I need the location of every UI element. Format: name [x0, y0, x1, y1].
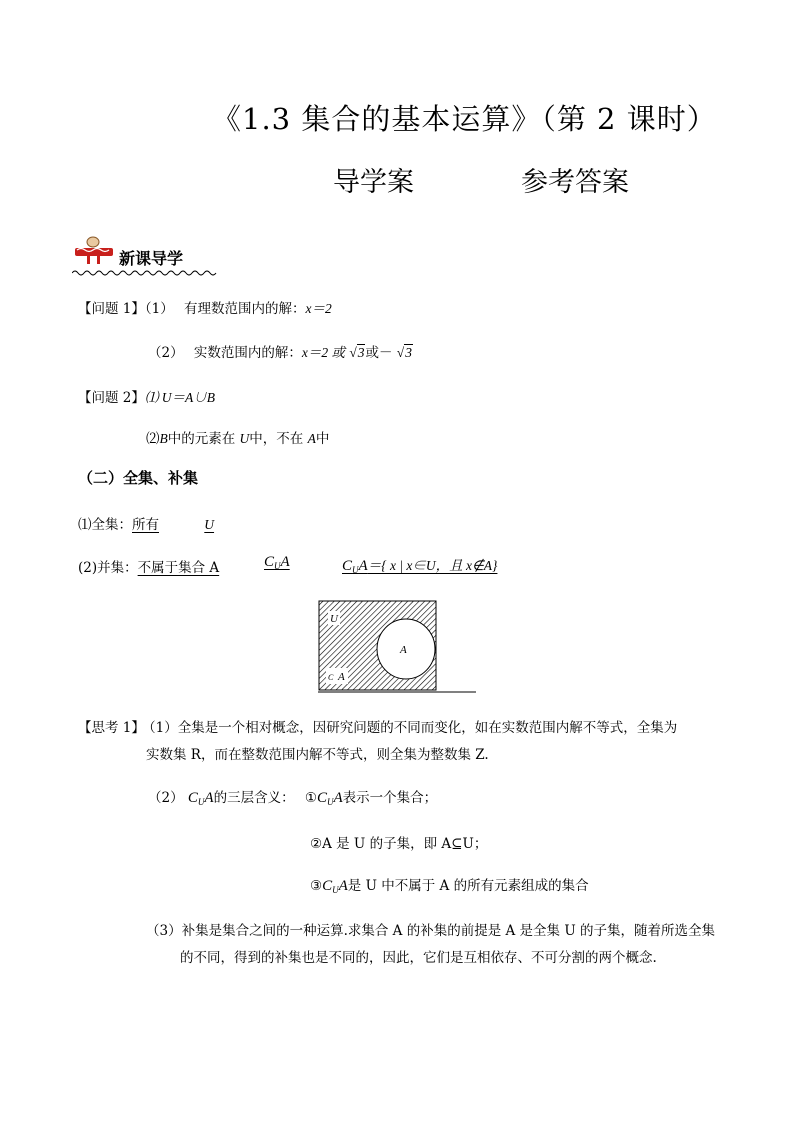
complement-sub-u: U: [274, 561, 281, 571]
complement-def-set-builder: ＝{ x | x∈U，且 x∉A}: [367, 558, 498, 573]
q1-item2-num: （2）: [148, 345, 184, 361]
subtitle-reference-answers: 参考答案: [521, 167, 629, 198]
q1-item2-math: x＝2 或: [301, 345, 346, 360]
think-1-p2-mid: 的三层含义：: [213, 790, 295, 806]
complement-answer: 不属于集合 A: [137, 560, 220, 576]
think-1-p2-end1: 表示一个集合；: [342, 790, 438, 806]
q2-item1: ⑴ U＝A∪B: [144, 390, 216, 405]
universal-set-label: ⑴全集：: [78, 517, 132, 533]
complement-def-a: A: [358, 558, 368, 574]
complement-def-sub-u: U: [352, 565, 359, 575]
heading-wave-underline: [72, 262, 217, 281]
venn-label-cua-c: C: [328, 673, 334, 682]
think-1-p2-circ3: ③: [310, 878, 323, 894]
question-1-line-2: [148, 341, 413, 361]
q2-item2-text-1: 中的元素在: [167, 431, 236, 447]
complement-c: C: [264, 554, 275, 570]
complement-definition: [342, 554, 511, 575]
part-2-heading: （二）全集、补集: [78, 469, 199, 487]
question-2-label: 【问题 2】: [78, 390, 145, 406]
q2-item2-text-3: 中: [315, 431, 330, 447]
think-1-p2-circ1: ①: [304, 790, 317, 806]
complement-a: A: [280, 554, 290, 570]
q2-item2-set-a: A: [307, 431, 316, 446]
sqrt-value-2: 3: [405, 345, 412, 360]
think-1-p3-line1: （3）补集是集合之间的一种运算.求集合 A 的补集的前提是 A 是全集 U 的子集，随着所选全集: [146, 923, 716, 939]
universal-set-line: [78, 513, 214, 533]
universal-set-symbol: U: [204, 517, 215, 532]
think-1-p3-line2: 的不同，得到的补集也是不同的，因此，它们是互相依存、不可分割的两个概念.: [180, 950, 657, 966]
think-1-p1-line1: （1）全集是一个相对概念，因研究问题的不同而变化，如在实数范围内解不等式，全集为: [148, 720, 678, 736]
q2-item2-text-2: 中，不在: [249, 431, 304, 447]
complement-label: (2)并集：: [78, 560, 138, 576]
venn-label-u: U: [330, 613, 338, 625]
venn-diagram-svg: [318, 600, 478, 695]
question-1-label: 【问题 1】: [78, 301, 145, 317]
think-1-line-1: [78, 716, 677, 736]
section-heading-new-lesson: 新课导学: [119, 249, 184, 268]
q2-item2-set-u: U: [239, 431, 250, 446]
q1-item2-text: 实数范围内的解：: [193, 345, 302, 361]
think-1-p2-line3: $③C_UA$是 U 中不属于 A 的所有元素组成的集合: [310, 878, 589, 895]
q1-item1-text: 有理数范围内的解：: [184, 301, 306, 317]
think-1-p2-line2: ②A 是 U 的子集，即 A⊆U；: [310, 836, 488, 852]
q2-item2-num: ⑵: [146, 431, 160, 447]
complement-notation: [252, 554, 302, 571]
q1-item1-num: （1）: [144, 301, 174, 317]
sqrt-symbol-2: √3: [396, 345, 412, 360]
venn-diagram: [318, 600, 478, 695]
think-1-label: 【思考 1】: [78, 720, 145, 736]
question-2-line-1: [78, 386, 215, 406]
universal-set-answer: 所有: [132, 517, 159, 533]
think-1-p2-num: （2）: [148, 790, 184, 806]
think-1-p2-end3: 是 U 中不属于 A 的所有元素组成的集合: [347, 878, 589, 894]
q1-item2-or: 或－: [365, 345, 393, 361]
think-1-p2-line: （2） $C_UA$的三层含义： $①C_UA$表示一个集合；: [148, 790, 438, 807]
sqrt-value-1: 3: [357, 345, 365, 360]
q2-item2-set-b: B: [159, 431, 168, 446]
complement-def-c: C: [342, 558, 353, 574]
q1-item1-math: x＝2: [305, 301, 332, 316]
question-1-line-1: [78, 297, 332, 317]
question-2-line-2: [146, 427, 329, 447]
sqrt-symbol: √3: [349, 345, 365, 360]
subtitle-study-guide: 导学案: [333, 167, 414, 198]
think-1-line-2: 实数集 R，而在整数范围内解不等式，则全集为整数集 Z.: [146, 747, 489, 763]
venn-label-cua: A: [338, 671, 345, 683]
document-title: 《1.3 集合的基本运算》（第 2 课时）: [212, 102, 717, 136]
complement-line: [78, 556, 229, 576]
venn-label-a: A: [400, 644, 407, 656]
